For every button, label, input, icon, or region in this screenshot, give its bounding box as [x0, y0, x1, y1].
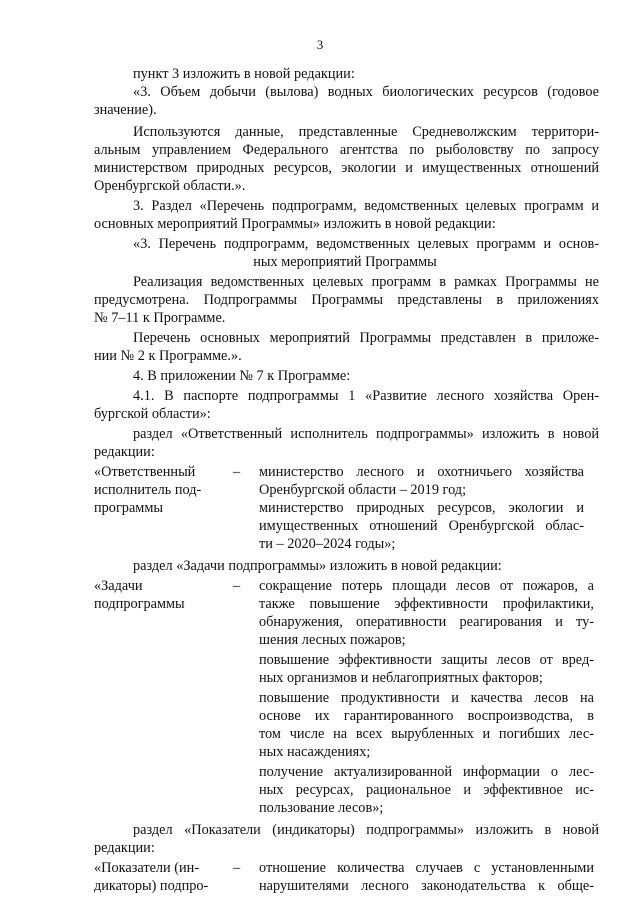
body-line: пункт 3 изложить в новой редакции:	[133, 66, 355, 82]
body-line: раздел «Показатели (индикаторы) подпрограммы» изложить в новой	[133, 822, 599, 838]
body-line: бургской области»:	[94, 406, 211, 422]
row-value: повышение эффективности защиты лесов от вред-	[259, 652, 594, 668]
row-value: шения лесных пожаров;	[259, 632, 406, 648]
body-line: министерством природных ресурсов, экологии и имущественных отношений	[94, 160, 599, 176]
body-line: редакции:	[94, 840, 155, 856]
row-label: «Задачи	[94, 578, 143, 594]
body-line: Перечень основных мероприятий Программы представлен в приложе-	[133, 330, 599, 346]
row-label: программы	[94, 500, 164, 516]
section-heading-line: «3. Перечень подпрограмм, ведомственных целевых программ и основ-	[133, 236, 599, 252]
row-value: ных насаждениях;	[259, 744, 371, 760]
row-value: повышение продуктивности и качества лесов на	[259, 690, 594, 706]
row-value: обнаружения, оперативности реагирования и ту-	[259, 614, 594, 630]
row-dash: –	[233, 860, 241, 876]
row-value: ных ресурсах, рациональное и эффективное ис-	[259, 782, 594, 798]
row-value: ти – 2020–2024 годы»;	[259, 536, 396, 552]
body-line: Используются данные, представленные Средневолжским территори-	[133, 124, 599, 140]
body-line: № 7–11 к Программе.	[94, 310, 226, 326]
row-value: Оренбургской области – 2019 год;	[259, 482, 467, 498]
body-line: Реализация ведомственных целевых программ в рамках Программы не	[133, 274, 599, 290]
row-value: получение актуализированной информации о лес-	[259, 764, 594, 780]
row-value: ных организмов и неблагоприятных факторов;	[259, 670, 543, 686]
row-label: подпрограммы	[94, 596, 185, 612]
body-line: 4. В приложении № 7 к Программе:	[133, 368, 351, 384]
row-label: дикаторы) подпро-	[94, 878, 209, 894]
row-value: также повышение эффективности профилактики,	[259, 596, 594, 612]
row-value: пользование лесов»;	[259, 800, 384, 816]
body-line: Оренбургской области.».	[94, 178, 246, 194]
row-label: «Показатели (ин-	[94, 860, 200, 876]
body-line: «3. Объем добычи (вылова) водных биологических ресурсов (годовое	[133, 84, 599, 100]
row-value: нарушителями лесного законодательства к обще-	[259, 878, 594, 894]
row-label: «Ответственный	[94, 464, 196, 480]
body-line: альным управлением Федерального агентства по рыболовству по запросу	[94, 142, 599, 158]
row-dash: –	[233, 464, 241, 480]
row-dash: –	[233, 578, 241, 594]
body-line: нии № 2 к Программе.».	[94, 348, 242, 364]
body-line: предусмотрена. Подпрограммы Программы представлены в приложениях	[94, 292, 599, 308]
body-line: раздел «Ответственный исполнитель подпрограммы» изложить в новой	[133, 426, 599, 442]
body-line: основных мероприятий Программы» изложить в новой редакции:	[94, 216, 496, 232]
row-value: основе их гарантированного воспроизводства, в	[259, 708, 594, 724]
body-line: редакции:	[94, 444, 155, 460]
section-heading-line: ных мероприятий Программы	[253, 254, 437, 270]
body-line: 3. Раздел «Перечень подпрограмм, ведомственных целевых программ и	[133, 198, 599, 214]
body-line: значение).	[94, 102, 157, 118]
row-value: министерство природных ресурсов, экологии и	[259, 500, 584, 516]
row-value: министерство лесного и охотничьего хозяйства	[259, 464, 584, 480]
page-number: 3	[316, 37, 324, 52]
body-line: раздел «Задачи подпрограммы» изложить в новой редакции:	[133, 558, 502, 574]
row-value: отношение количества случаев с установленными	[259, 860, 594, 876]
row-value: том числе на всех вырубленных и погибших лес-	[259, 726, 594, 742]
row-value: имущественных отношений Оренбургской облас-	[259, 518, 584, 534]
row-value: сокращение потерь площади лесов от пожаров, а	[259, 578, 594, 594]
row-label: исполнитель под-	[94, 482, 202, 498]
body-line: 4.1. В паспорте подпрограммы 1 «Развитие лесного хозяйства Орен-	[133, 388, 599, 404]
